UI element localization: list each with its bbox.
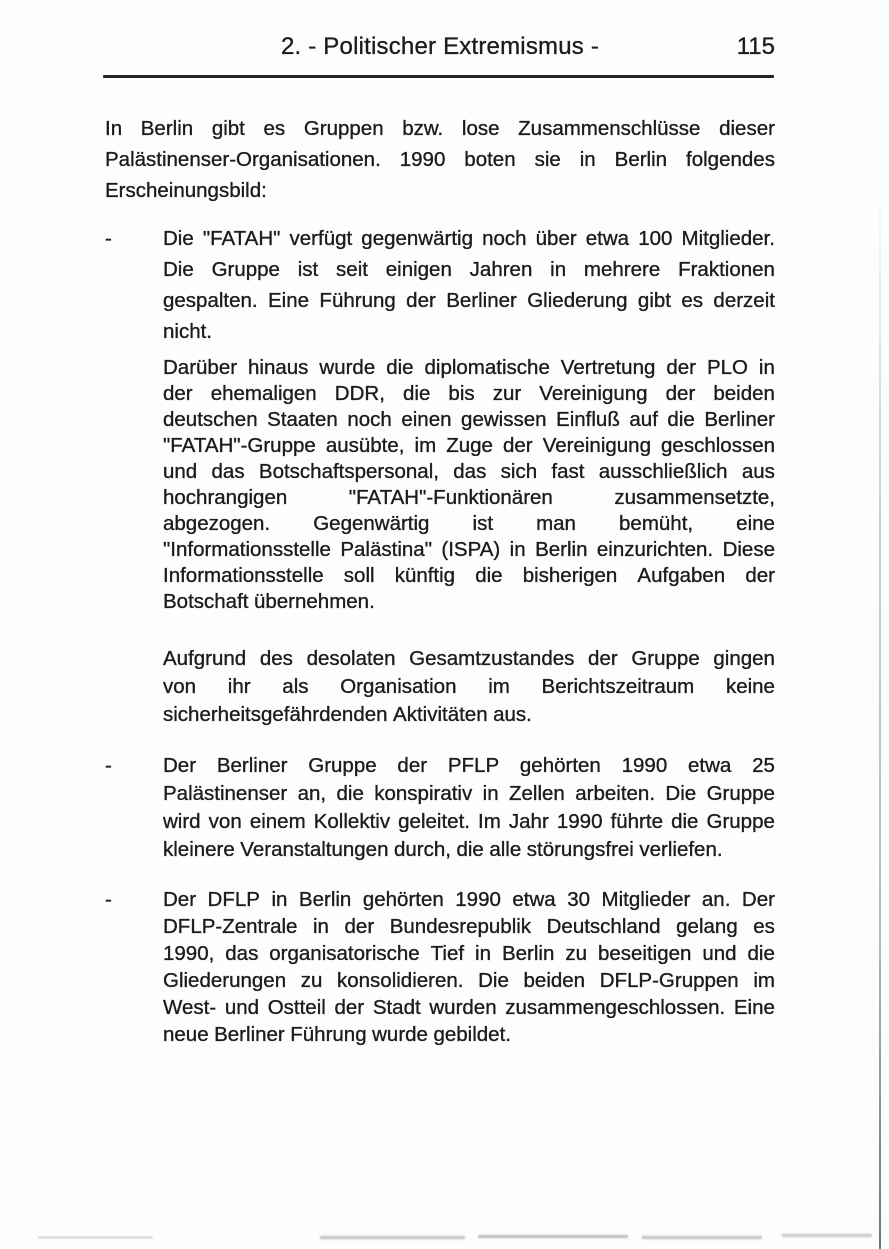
paragraph	[163, 645, 775, 729]
paragraph	[163, 355, 775, 615]
bullet-item	[105, 886, 775, 1048]
text-line: deutschen Staaten noch einen gewissen Einfluß auf die Berliner	[163, 408, 775, 431]
text-line: Palästinenser-Organisationen. 1990 boten sie in Berlin folgendes	[105, 148, 775, 171]
chapter-title: 2. - Politischer Extremismus -	[280, 33, 600, 60]
bullet-dash-marker: -	[105, 888, 112, 911]
scan-bottom-artifact	[642, 1236, 762, 1239]
scan-bottom-artifact	[782, 1234, 872, 1237]
text-line: wird von einem Kollektiv geleitet. Im Jahr 1990 führte die Gruppe	[163, 810, 775, 833]
text-line: 1990, das organisatorische Tief in Berlin zu beseitigen und die	[163, 942, 775, 965]
text-line: Gliederungen zu konsolidieren. Die beiden DFLP-Gruppen im	[163, 969, 775, 992]
text-line: nicht.	[163, 320, 212, 343]
bullet-dash-marker: -	[105, 754, 112, 777]
bullet-item	[105, 752, 775, 864]
text-line: Aufgrund des desolaten Gesamtzustandes der Gruppe gingen	[163, 647, 775, 670]
page-number: 115	[736, 33, 775, 60]
scan-bottom-artifact	[478, 1235, 628, 1238]
text-line: "Informationsstelle Palästina" (ISPA) in Berlin einzurichten. Diese	[163, 538, 775, 561]
text-line: Botschaft übernehmen.	[163, 590, 375, 613]
scan-bottom-artifact	[38, 1236, 153, 1239]
text-line: kleinere Veranstaltungen durch, die alle störungsfrei verliefen.	[163, 838, 723, 861]
text-line: abgezogen. Gegenwärtig ist man bemüht, eine	[163, 512, 775, 535]
text-line: "FATAH"-Gruppe ausübte, im Zuge der Vereinigung geschlossen	[163, 434, 775, 457]
text-line: gespalten. Eine Führung der Berliner Gliederung gibt es derzeit	[163, 289, 775, 312]
text-line: Darüber hinaus wurde die diplomatische Vertretung der PLO in	[163, 356, 775, 379]
document-body	[105, 77, 775, 1048]
text-line: In Berlin gibt es Gruppen bzw. lose Zusammenschlüsse dieser	[105, 117, 775, 140]
text-line: Informationsstelle soll künftig die bisherigen Aufgaben der	[163, 564, 775, 587]
text-line: DFLP-Zentrale in der Bundesrepublik Deutschland gelang es	[163, 915, 775, 938]
page-header	[105, 33, 775, 63]
text-line: Palästinenser an, die konspirativ in Zellen arbeiten. Die Gruppe	[163, 782, 775, 805]
scan-edge-artifact	[879, 180, 881, 1249]
scan-bottom-artifact	[320, 1236, 465, 1239]
text-line: Der Berliner Gruppe der PFLP gehörten 1990 etwa 25	[163, 754, 775, 777]
bullet-item	[105, 223, 775, 347]
text-line: Der DFLP in Berlin gehörten 1990 etwa 30 Mitglieder an. Der	[163, 888, 775, 911]
text-line: der ehemaligen DDR, die bis zur Vereinigung der beiden	[163, 382, 775, 405]
text-line: Die Gruppe ist seit einigen Jahren in mehrere Fraktionen	[163, 258, 775, 281]
text-line: Erscheinungsbild:	[105, 179, 267, 202]
text-line: von ihr als Organisation im Berichtszeitraum keine	[163, 675, 775, 698]
text-line: neue Berliner Führung wurde gebildet.	[163, 1023, 511, 1046]
text-line: hochrangigen "FATAH"-Funktionären zusammensetzte,	[163, 486, 775, 509]
bullet-dash-marker: -	[105, 227, 112, 250]
text-line: und das Botschaftspersonal, das sich fast ausschließlich aus	[163, 460, 775, 483]
paragraph	[105, 113, 775, 206]
text-line: Die "FATAH" verfügt gegenwärtig noch über etwa 100 Mitglieder.	[163, 227, 775, 250]
text-line: sicherheitsgefährdenden Aktivitäten aus.	[163, 703, 532, 726]
text-line: West- und Ostteil der Stadt wurden zusammengeschlossen. Eine	[163, 996, 775, 1019]
